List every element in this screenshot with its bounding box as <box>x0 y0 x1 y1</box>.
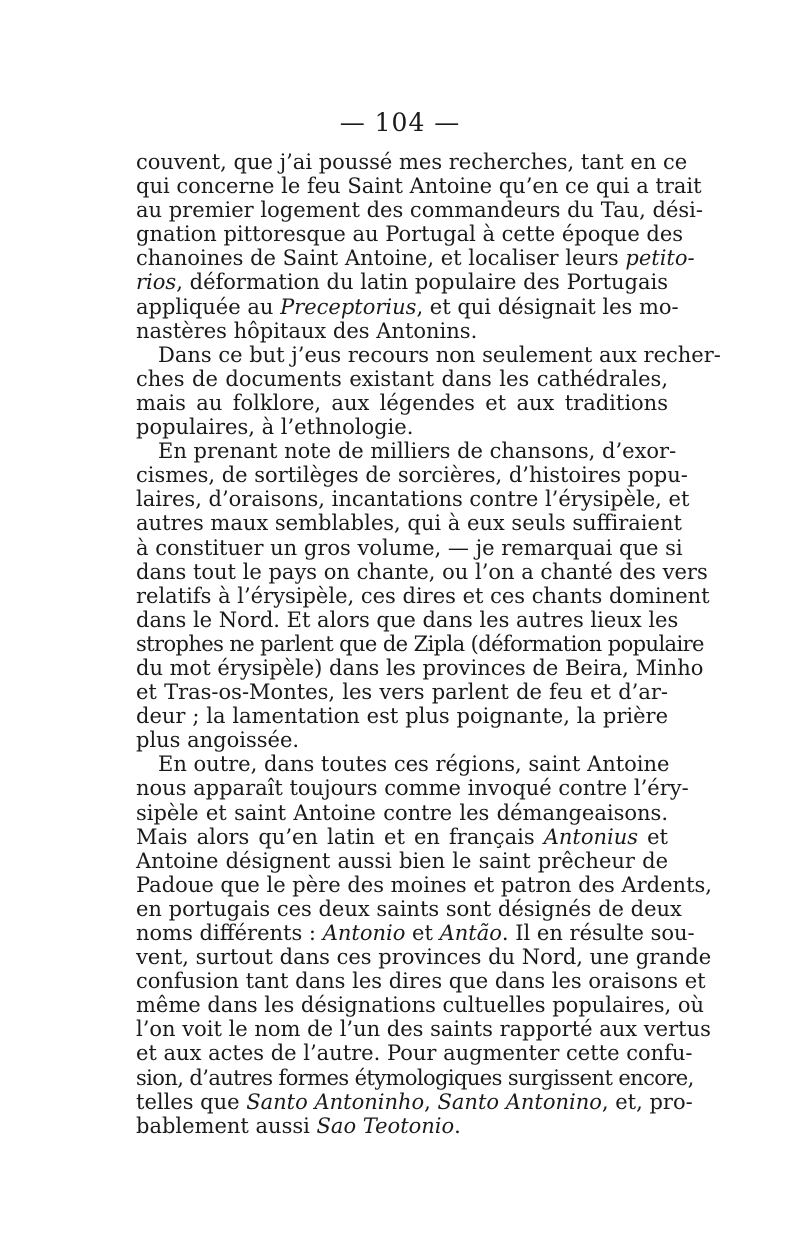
text-segment: appliquée au <box>136 294 281 319</box>
italic-term: Sao Teotonio <box>316 1113 455 1138</box>
text-segment: laires, d’oraisons, incantations contre l’érysipèle, et <box>136 487 690 512</box>
italic-term: Preceptorius <box>280 294 417 319</box>
text-segment: strophes ne parlent que de Zipla (déformation populaire <box>136 631 704 656</box>
text-line <box>136 993 704 1018</box>
text-segment: vent, surtout dans ces provinces du Nord, une grande <box>136 945 712 970</box>
italic-term: Antão <box>439 921 502 945</box>
text-line <box>136 969 706 994</box>
text-segment: En outre, dans toutes ces régions, saint Antoine <box>158 752 670 777</box>
text-line <box>136 801 668 825</box>
text-line <box>136 367 668 391</box>
text-line <box>136 319 668 343</box>
italic-term: rios <box>136 270 177 295</box>
text-line <box>136 583 710 608</box>
text-line <box>136 921 695 945</box>
text-segment: . Il en résulte sou- <box>501 921 695 945</box>
text-line <box>136 391 668 415</box>
text-line <box>136 631 704 656</box>
text-segment: . <box>454 1113 461 1138</box>
text-segment: En prenant note de milliers de chansons, d’exor- <box>158 439 677 464</box>
text-line <box>136 342 721 367</box>
italic-term: Santo Antonino <box>437 1089 602 1114</box>
text-segment: sipèle et saint Antoine contre les démangeaisons. <box>136 800 668 825</box>
text-line <box>136 559 708 584</box>
text-segment: , <box>424 1089 438 1114</box>
text-segment: et <box>638 824 668 849</box>
text-segment: plus angoissée. <box>136 728 300 753</box>
text-segment: couvent, que j’ai poussé mes recherches, tant en ce <box>136 150 688 174</box>
text-segment: à constituer un gros volume, — je remarquai que si <box>136 535 683 560</box>
text-line <box>136 439 677 464</box>
text-segment: sion, d’autres formes étymologiques surgissent encore, <box>136 1065 694 1090</box>
text-line <box>136 872 712 897</box>
text-line <box>136 1065 694 1090</box>
text-segment: Antoine désignent aussi bien le saint prêcheur de <box>136 848 668 873</box>
text-line <box>136 1114 668 1138</box>
body-text <box>136 150 721 1138</box>
text-segment: et <box>405 921 440 945</box>
text-segment: au premier logement des commandeurs du Tau, dési- <box>136 198 703 223</box>
text-line <box>136 294 679 319</box>
text-segment: deur ; la lamentation est plus poignante, la prière <box>136 704 668 729</box>
text-segment: Dans ce but j’eus recours non seulement aux recher- <box>158 342 721 367</box>
text-segment: , déformation du latin populaire des Portugais <box>176 270 668 295</box>
text-segment: gnation pittoresque au Portugal à cette époque des <box>136 222 684 247</box>
text-line <box>136 246 695 271</box>
text-segment: mais au folklore, aux légendes et aux traditions <box>136 390 668 415</box>
text-segment: autres maux semblables, qui à eux seuls suffiraient <box>136 511 682 536</box>
text-line <box>136 704 668 728</box>
text-segment: chanoines de Saint Antoine, et localiser leurs <box>136 246 626 271</box>
italic-term: petito- <box>625 246 695 271</box>
text-segment: et aux actes de l’autre. Pour augmenter cette confu- <box>136 1041 693 1066</box>
text-segment: relatifs à l’érysipèle, ces dires et ces chants dominent <box>136 583 710 608</box>
text-line <box>136 270 668 294</box>
text-segment: nous apparaît toujours comme invoqué contre l’éry- <box>136 776 689 801</box>
text-line <box>136 728 668 752</box>
text-line <box>136 849 668 873</box>
text-line <box>136 607 679 632</box>
text-line <box>136 487 690 512</box>
text-segment: , et, pro- <box>601 1089 693 1114</box>
text-line <box>136 776 689 801</box>
italic-term: Antonio <box>322 921 406 945</box>
text-segment: nastères hôpitaux des Antonins. <box>136 318 478 343</box>
text-line <box>136 945 712 970</box>
text-line <box>136 896 682 921</box>
text-segment: dans le Nord. Et alors que dans les autres lieux les <box>136 607 679 632</box>
page-number: — 104 — <box>339 108 461 137</box>
text-segment: en portugais ces deux saints sont désignés de deux <box>136 896 682 921</box>
text-line <box>136 825 668 849</box>
text-line <box>136 1041 693 1066</box>
text-line <box>136 511 682 536</box>
text-segment: Mais alors qu’en latin et en français <box>136 824 544 849</box>
text-segment: dans tout le pays on chante, ou l’on a chanté des vers <box>136 559 708 584</box>
text-line <box>136 222 684 247</box>
text-segment: , et qui désignait les mo- <box>416 294 679 319</box>
text-segment: qui concerne le feu Saint Antoine qu’en ce qui a trait <box>136 174 702 199</box>
text-line <box>136 752 668 776</box>
text-segment: cismes, de sortilèges de sorcières, d’histoires popu- <box>136 463 688 488</box>
text-line <box>136 463 688 488</box>
text-line <box>136 150 688 174</box>
text-segment: telles que <box>136 1089 247 1114</box>
text-line <box>136 174 702 199</box>
text-segment: confusion tant dans les dires que dans les oraisons et <box>136 969 706 994</box>
text-line <box>136 680 668 704</box>
text-segment: Padoue que le père des moines et patron des Ardents, <box>136 872 712 897</box>
text-segment: l’on voit le nom de l’un des saints rapporté aux vertus <box>136 1017 711 1042</box>
text-segment: bablement aussi <box>136 1113 317 1138</box>
text-line <box>136 535 683 560</box>
italic-term: Antonius <box>543 824 639 849</box>
text-segment: même dans les désignations cultuelles populaires, où <box>136 993 704 1018</box>
text-segment: et Tras-os-Montes, les vers parlent de feu et d’ar- <box>136 680 668 705</box>
italic-term: Santo Antoninho <box>246 1089 425 1114</box>
text-line <box>136 1017 711 1042</box>
text-line <box>136 1089 693 1114</box>
text-segment: populaires, à l’ethnologie. <box>136 415 414 440</box>
text-segment: ches de documents existant dans les cathédrales, <box>136 366 668 391</box>
text-line <box>136 655 704 680</box>
text-line <box>136 415 668 439</box>
text-segment: noms différents : <box>136 921 323 945</box>
text-line <box>136 198 703 223</box>
text-segment: du mot érysipèle) dans les provinces de Beira, Minho <box>136 655 704 680</box>
